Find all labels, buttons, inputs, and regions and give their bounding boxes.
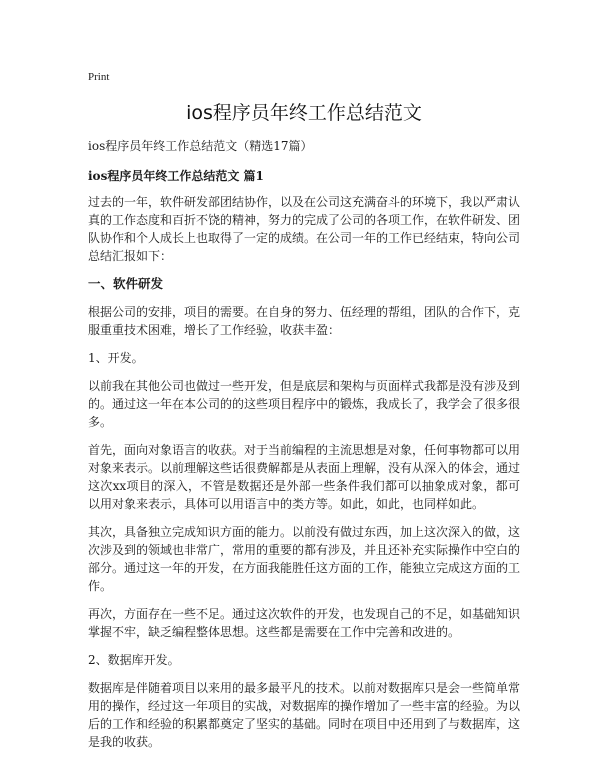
document-page xyxy=(88,70,520,761)
development-paragraph-3: 其次，具备独立完成知识方面的能力。以前没有做过东西，加上这次深入的做，这次涉及到的领域也非常广，常用的重要的都有涉及，并且还补充实际操作中空白的部分。通过这一年的开发，在方面我能胜任这方面的工作，能独立完成这方面的工作。 xyxy=(88,525,521,593)
page-title: ios程序员年终工作总结范文 xyxy=(186,102,422,124)
item-label-database: 2、数据库开发。 xyxy=(88,653,180,667)
print-label: Print xyxy=(88,71,110,83)
item-label-development: 1、开发。 xyxy=(88,351,144,365)
development-paragraph-4: 再次，方面存在一些不足。通过这次软件的开发，也发现自己的不足，如基础知识掌握不牢，缺乏编程整体思想。这些都是需要在工作中完善和改进的。 xyxy=(88,607,521,639)
development-paragraph-1: 以前我在其他公司也做过一些开发，但是底层和架构与页面样式我都是没有涉及到的。通过这一年在本公司的的这些项目程序中的锻炼，我成长了，我学会了很多很多。 xyxy=(88,379,521,429)
section-heading-software-dev: 一、软件研发 xyxy=(88,276,164,291)
development-paragraph-2: 首先，面向对象语言的收获。对于当前编程的主流思想是对象，任何事物都可以用对象来表示。以前理解这些话很费解都是从表面上理解，没有从深入的体会，通过这次xx项目的深入，不管是数据还是外部一些条件我们都可以抽象成对象，都可以用对象来表示，具体可以用语言中的类方等。如此，如此，也同样如此。 xyxy=(88,443,521,511)
intro-paragraph: 过去的一年，软件研发部团结协作，以及在公司这充满奋斗的环境下，我以严肃认真的工作态度和百折不饶的精神，努力的完成了公司的各项工作，在软件研发、团队协作和个人成长上也取得了一定的成绩。在公司一年的工作已经结束，特向公司总结汇报如下： xyxy=(88,195,521,263)
article-heading: ios程序员年终工作总结范文 篇1 xyxy=(88,169,264,183)
database-paragraph-1: 数据库是伴随着项目以来用的最多最平凡的技术。以前对数据库只是会一些简单常用的操作，经过这一年项目的实战，对数据库的操作增加了一些丰富的经验。为以后的工作和经验的积累都奠定了坚实的基础。同时在项目中还用到了与数据库，这是我的收获。 xyxy=(88,681,521,749)
document-subtitle: ios程序员年终工作总结范文（精选17篇） xyxy=(88,139,313,153)
section-intro-paragraph: 根据公司的安排，项目的需要。在自身的努力、伍经理的帮组，团队的合作下，克服重重技术困难，增长了工作经验，收获丰盈： xyxy=(88,305,521,337)
